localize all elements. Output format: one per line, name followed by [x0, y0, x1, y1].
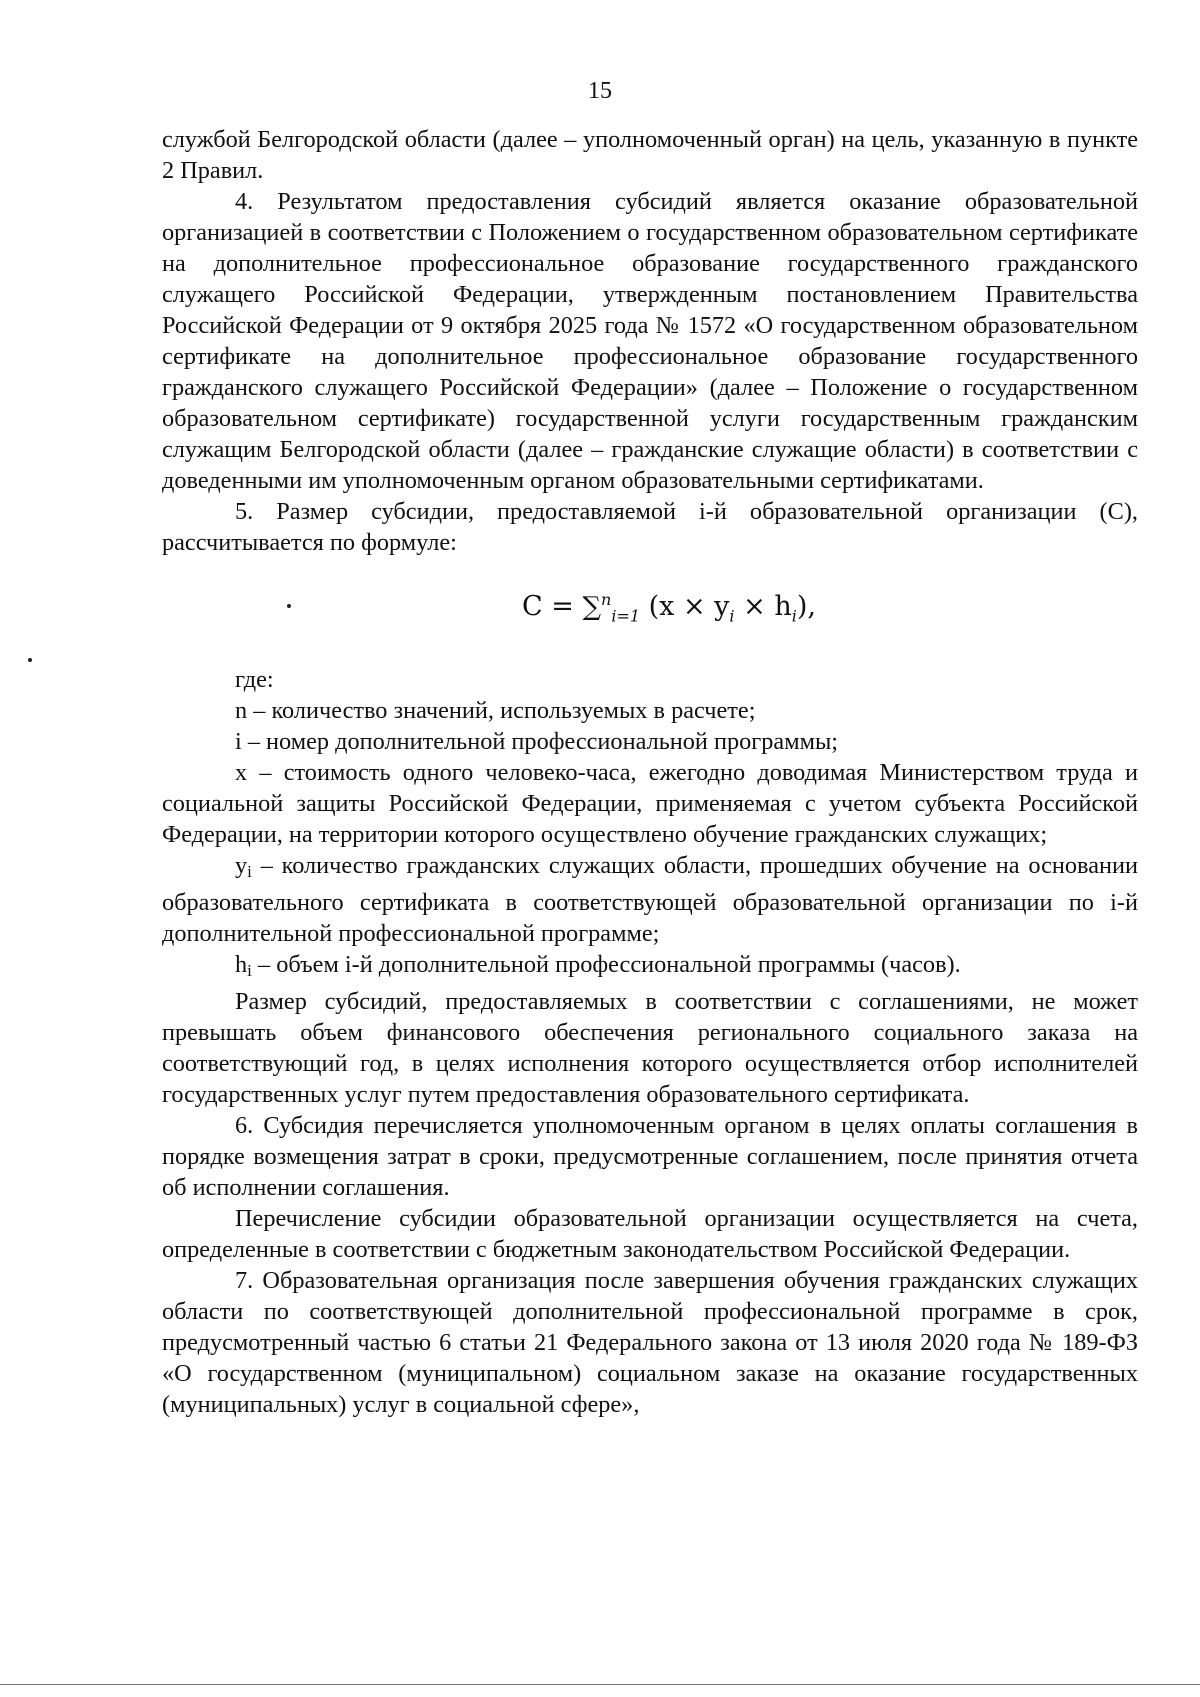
sum-symbol: ∑ [582, 592, 602, 622]
scan-speck [28, 658, 32, 662]
scan-edge-line [0, 1684, 1200, 1685]
scan-speck [287, 604, 291, 608]
definitions-intro: где: [235, 666, 274, 693]
symbol-h: h [235, 951, 248, 978]
paragraph-item-4: 4. Результатом предоставления субсидий является оказание образовательной организацией в соответствии с Положением о государственном образовательном сертификате на дополнительное профессиональное образование государственного гражданского служащего Российской Федерации, утвержденным постановлением Правительства Российской Федерации от 9 октября 2025 года № 1572 «О государственном образовательном сертификате на дополнительное профессиональное образование государственного гражданского служащего Российской Федерации» (далее – Положение о государственном образовательном сертификате) государственной услуги государственным гражданским служащим Белгородской области (далее – гражданские служащие области) в соответствии с доведенными им уполномоченным органом образовательными сертификатами. [162, 188, 1138, 494]
formula-body: (x × y [640, 591, 730, 622]
page-number: 15 [588, 78, 612, 104]
paragraph-item-7: 7. Образовательная организация после завершения обучения гражданских служащих области по соответствующей дополнительной профессиональной программе в срок, предусмотренный частью 6 статьи 21 Федерального закона от 13 июля 2020 года № 189-ФЗ «О государственном (муниципальном) социальном заказе на оказание государственных (муниципальных) услуг в социальной сфере», [162, 1267, 1138, 1418]
document-body [162, 124, 1138, 1420]
symbol-h-index: i [247, 961, 252, 980]
definition-y [162, 850, 1138, 949]
formula-index-h: i [791, 606, 797, 626]
symbol-y-index: i [247, 862, 252, 881]
formula-index-y: i [729, 606, 735, 626]
paragraph-item-5: 5. Размер субсидии, предоставляемой i-й образовательной организации (C), рассчитывается по формуле: [162, 498, 1138, 556]
sum-upper-limit: n [601, 590, 612, 609]
paragraph-continuation: службой Белгородской области (далее – уполномоченный орган) на цель, указанную в пункте 2 Правил. [162, 126, 1138, 184]
symbol-y: y [235, 852, 248, 879]
definition-h [162, 949, 1138, 986]
definition-x: x – стоимость одного человеко-часа, ежегодно доводимая Министерством труда и социальной защиты Российской Федерации, применяемая с учетом субъекта Российской Федерации, на территории которого осуществлено обучение гражданских служащих; [162, 759, 1138, 848]
definition-h-text: – объем i-й дополнительной профессиональной программы (часов). [251, 951, 961, 978]
definition-i: i – номер дополнительной профессиональной программы; [235, 728, 839, 755]
paragraph-subsidy-limit: Размер субсидий, предоставляемых в соответствии с соглашениями, не может превышать объем финансового обеспечения регионального социального заказа на соответствующий год, в целях исполнения которого осуществляется отбор исполнителей государственных услуг путем предоставления образовательного сертификата. [162, 988, 1138, 1108]
definition-y-text: – количество гражданских служащих области, прошедших обучение на основании образовательного сертификата в соответствующей образовательной организации по i-й дополнительной профессиональной программе; [162, 852, 1138, 947]
sum-lower-limit: i=1 [611, 606, 641, 626]
formula-lhs: C = [522, 591, 583, 622]
paragraph-item-6: 6. Субсидия перечисляется уполномоченным органом в целях оплаты соглашения в порядке возмещения затрат в сроки, предусмотренные соглашением, после принятия отчета об исполнении соглашения. [162, 1112, 1138, 1201]
paragraph-transfer: Перечисление субсидии образовательной организации осуществляется на счета, определенные в соответствии с бюджетным законодательством Российской Федерации. [162, 1205, 1138, 1263]
definition-n: n – количество значений, используемых в расчете; [235, 697, 756, 724]
formula-tail: ), [796, 591, 816, 622]
formula-middle: × h [734, 591, 792, 622]
formula-block [162, 578, 1138, 660]
subsidy-formula [522, 584, 816, 631]
